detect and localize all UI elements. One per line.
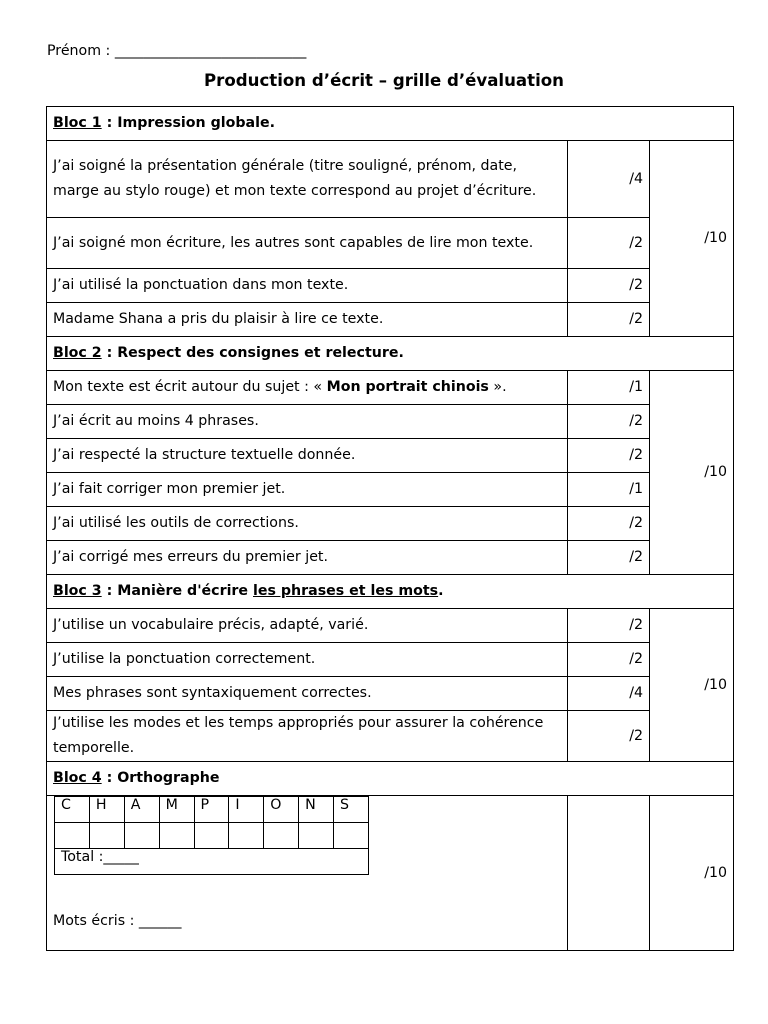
prenom-blank: ___________________________ xyxy=(114,43,307,59)
table-row xyxy=(47,405,734,439)
critere-points: /2 xyxy=(568,303,650,337)
bloc-2-title: : Respect des consignes et relecture. xyxy=(101,345,404,361)
table-row xyxy=(47,218,734,269)
letter-cell: I xyxy=(229,797,264,823)
score-cell[interactable] xyxy=(194,823,229,849)
bloc-2-label: Bloc 2 xyxy=(53,345,102,361)
evaluation-grid xyxy=(46,106,734,951)
bloc-3-total: /10 xyxy=(650,609,734,762)
bloc-4-points-cell xyxy=(568,796,650,951)
critere-text-before: Mon texte est écrit autour du sujet : « xyxy=(53,379,327,395)
champions-letters-row xyxy=(55,797,369,823)
letter-cell: N xyxy=(299,797,334,823)
critere-points: /2 xyxy=(568,541,650,575)
bloc-3-title-before: : Manière d'écrire xyxy=(101,583,253,599)
champions-total-row xyxy=(55,849,369,875)
letter-cell: P xyxy=(194,797,229,823)
bloc-3-title-after: . xyxy=(438,583,444,599)
bloc-1-header xyxy=(47,107,734,141)
sujet-title: Mon portrait chinois xyxy=(326,379,489,395)
bloc-3-title-underlined: les phrases et les mots xyxy=(253,583,439,599)
critere-text: J’ai utilisé la ponctuation dans mon texte. xyxy=(47,269,568,303)
table-row xyxy=(47,711,734,762)
letter-cell: O xyxy=(264,797,299,823)
critere-text: J’ai écrit au moins 4 phrases. xyxy=(47,405,568,439)
bloc-1-header-row xyxy=(47,107,734,141)
critere-text: J’utilise la ponctuation correctement. xyxy=(47,643,568,677)
table-row xyxy=(47,303,734,337)
critere-text: J’ai respecté la structure textuelle donnée. xyxy=(47,439,568,473)
critere-text: J’ai soigné la présentation générale (titre souligné, prénom, date, marge au stylo rouge) et mon texte correspond au projet d’écriture. xyxy=(47,141,568,218)
letter-cell: A xyxy=(124,797,159,823)
table-row xyxy=(47,371,734,405)
score-cell[interactable] xyxy=(299,823,334,849)
critere-points: /2 xyxy=(568,711,650,762)
score-cell[interactable] xyxy=(264,823,299,849)
table-row xyxy=(47,439,734,473)
champions-table xyxy=(54,796,369,875)
critere-points: /2 xyxy=(568,269,650,303)
critere-points: /2 xyxy=(568,507,650,541)
critere-points: /2 xyxy=(568,405,650,439)
critere-text: J’ai corrigé mes erreurs du premier jet. xyxy=(47,541,568,575)
bloc-1-title: : Impression globale. xyxy=(101,115,275,131)
champions-score-row xyxy=(55,823,369,849)
critere-points: /2 xyxy=(568,643,650,677)
letter-cell: C xyxy=(55,797,90,823)
table-row xyxy=(47,141,734,218)
bloc-2-header xyxy=(47,337,734,371)
score-cell[interactable] xyxy=(89,823,124,849)
critere-points: /4 xyxy=(568,677,650,711)
critere-text xyxy=(47,371,568,405)
letter-cell: S xyxy=(334,797,369,823)
table-row xyxy=(47,609,734,643)
letter-cell: H xyxy=(89,797,124,823)
bloc-4-row xyxy=(47,796,734,951)
bloc-1-label: Bloc 1 xyxy=(53,115,102,131)
table-row xyxy=(47,473,734,507)
critere-text: J’utilise les modes et les temps appropriés pour assurer la cohérence temporelle. xyxy=(47,711,568,762)
score-cell[interactable] xyxy=(159,823,194,849)
score-cell[interactable] xyxy=(334,823,369,849)
critere-text: Madame Shana a pris du plaisir à lire ce texte. xyxy=(47,303,568,337)
bloc-3-header xyxy=(47,575,734,609)
score-cell[interactable] xyxy=(124,823,159,849)
critere-text: Mes phrases sont syntaxiquement correctes. xyxy=(47,677,568,711)
critere-points: /1 xyxy=(568,473,650,507)
bloc-2-header-row xyxy=(47,337,734,371)
table-row xyxy=(47,541,734,575)
bloc-3-header-row xyxy=(47,575,734,609)
bloc-2-total: /10 xyxy=(650,371,734,575)
letter-cell: M xyxy=(159,797,194,823)
table-row xyxy=(47,269,734,303)
table-row xyxy=(47,643,734,677)
bloc-1-total: /10 xyxy=(650,141,734,337)
critere-text: J’ai fait corriger mon premier jet. xyxy=(47,473,568,507)
critere-points: /2 xyxy=(568,439,650,473)
critere-points: /2 xyxy=(568,609,650,643)
table-row xyxy=(47,507,734,541)
critere-text: J’utilise un vocabulaire précis, adapté, varié. xyxy=(47,609,568,643)
critere-text: J’ai utilisé les outils de corrections. xyxy=(47,507,568,541)
prenom-label: Prénom : xyxy=(47,43,111,59)
page-title: Production d’écrit – grille d’évaluation xyxy=(204,71,564,90)
critere-points: /4 xyxy=(568,141,650,218)
critere-points: /2 xyxy=(568,218,650,269)
critere-text-after: ». xyxy=(488,379,507,395)
bloc-4-title: : Orthographe xyxy=(101,770,220,786)
bloc-3-label: Bloc 3 xyxy=(53,583,102,599)
critere-points: /1 xyxy=(568,371,650,405)
bloc-4-header-row xyxy=(47,762,734,796)
bloc-4-label: Bloc 4 xyxy=(53,770,102,786)
champions-total: Total :_____ xyxy=(55,849,369,875)
critere-text: J’ai soigné mon écriture, les autres sont capables de lire mon texte. xyxy=(47,218,568,269)
orthographe-cell xyxy=(47,796,568,951)
bloc-4-header xyxy=(47,762,734,796)
score-cell[interactable] xyxy=(229,823,264,849)
bloc-4-total: /10 xyxy=(650,796,734,951)
prenom-line xyxy=(47,43,306,59)
table-row xyxy=(47,677,734,711)
mots-ecrits: Mots écris : ______ xyxy=(53,913,182,929)
score-cell[interactable] xyxy=(55,823,90,849)
